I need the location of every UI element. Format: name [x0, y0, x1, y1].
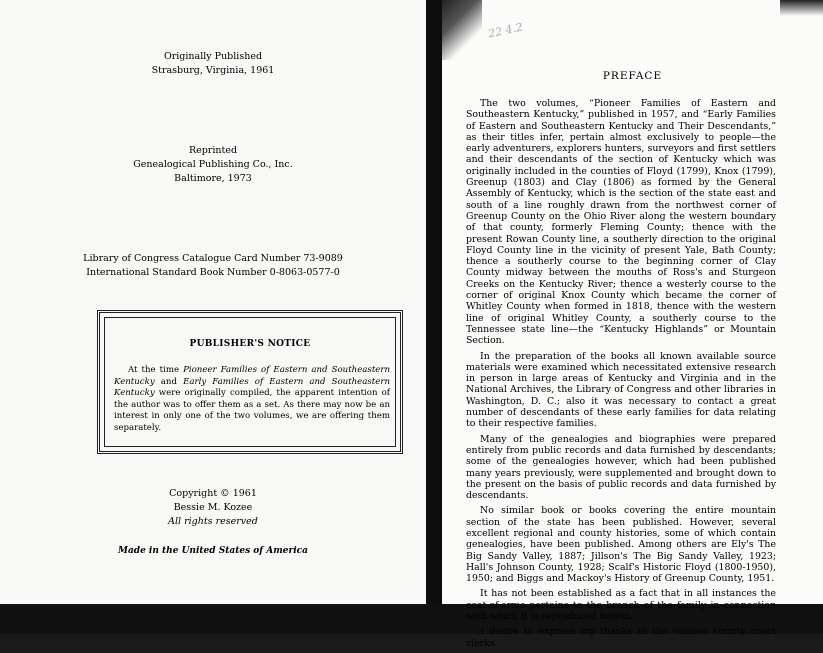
notice-text-mid: and: [154, 376, 184, 387]
page-edge-shadow: [780, 0, 823, 16]
reprint-info: [0, 144, 426, 186]
preface-paragraph: Many of the genealogies and biographies were prepared entirely from public records and data furnished by descendants; some of the genealogies however, which had been published many years previously, were supplemented and brought down to the present on the basis of public records and data furnished by descendants.: [466, 433, 776, 502]
catalog-info: [0, 252, 426, 280]
copyright-info: [0, 487, 426, 529]
notice-book-title-1: Pioneer Families of Eastern and Southeastern Kentucky: [114, 365, 390, 387]
reprint-line-1: Reprinted: [188, 145, 238, 156]
notice-book-title-2: Early Families of Eastern and Southeastern Kentucky: [114, 376, 390, 399]
notice-body: [114, 365, 390, 435]
preface-paragraph: The two volumes, “Pioneer Families of Eastern and Southeastern Kentucky,” published in 1957, and “Early Families of Eastern and Southeastern Kentucky and Their Descendants,” as their titles infer, pertain almost exclusively to people—the early adventurers, explorers hunters, surveyors and first settlers and their descendants of the section of Kentucky which was originally included in the counties of Floyd (1799), Knox (1799), Greenup (1803) and Clay (1806) as formed by the General Assembly of Kentucky, which is the section of the state east and south of a line roughly drawn from the northwest corner of Greenup County on the Ohio River along the western boundary of that county, formerly Fleming County; thence with the present Rowan County line, a southerly direction to the original Floyd County line in the vicinity of present Yale, Bath County; thence a southerly course to the beginning corner of Clay County midway between the mouths of Ross's and Sturgeon Creeks on the Kentucky River; thence a westerly course to the corner of original Knox County which became the corner of Whitley County when formed in 1818, thence with the western line of original Whitley County, a southerly course to the Tennessee state line—the “Kentucky Highlands” or Mountain Section.: [466, 98, 776, 347]
book-gutter: [426, 0, 442, 634]
notice-title: PUBLISHER'S NOTICE: [189, 339, 311, 349]
reprint-line-3: Baltimore, 1973: [174, 173, 252, 184]
published-line-2: Strasburg, Virginia, 1961: [151, 65, 275, 76]
lccn-line: Library of Congress Catalogue Card Number 73-9089: [83, 253, 343, 264]
author-line: Bessie M. Kozee: [173, 502, 253, 513]
handwritten-note: 22 4.2: [487, 20, 524, 41]
preface-body: [466, 98, 776, 653]
publishers-notice-box: [97, 310, 403, 454]
original-publication: [0, 50, 426, 78]
notice-text-prefix: At the time: [128, 365, 184, 375]
rights-line: All rights reserved: [168, 516, 258, 527]
notice-text-suffix: were originally compiled, the apparent intention of the author was to offer them as a set. As there may now be an interest in only one of the two volumes, we are offering them separately.: [114, 388, 390, 433]
reprint-line-2: Genealogical Publishing Co., Inc.: [133, 159, 293, 170]
copyright-line: Copyright © 1961: [169, 488, 257, 499]
made-in-line: Made in the United States of America: [117, 546, 308, 556]
page-corner-shadow: [442, 0, 482, 60]
preface-paragraph: No similar book or books covering the entire mountain section of the state has been published. However, several excellent regional and county histories, some of which contain genealogies, have been published. Among others are Ely's The Big Sandy Valley, 1887; Jillson's The Big Sandy Valley, 1923; Hall's Johnson County, 1928; Scalf's Historic Floyd (1800-1950), 1950; and Biggs and Mackoy's History of Greenup County, 1951.: [466, 505, 776, 585]
preface-paragraph: It has not been established as a fact that in all instances the coat-of-arms pertains to the branch of the family in connection with which it is reproduced herein.: [466, 588, 776, 623]
published-line-1: Originally Published: [163, 51, 263, 62]
preface-paragraph: In the preparation of the books all known available source materials were examined which necessitated extensive research in person in large areas of Kentucky and Virginia and in the National Archives, the Library of Congress and other libraries in Washington, D. C.; also it was necessary to contact a great number of descendants of these early families for data relating to their respective families.: [466, 350, 776, 430]
preface-title: PREFACE: [602, 70, 663, 82]
isbn-line: International Standard Book Number 0-8063-0577-0: [86, 267, 340, 278]
preface-paragraph: I desire to express my thanks to the various county court clerks: [466, 626, 776, 649]
